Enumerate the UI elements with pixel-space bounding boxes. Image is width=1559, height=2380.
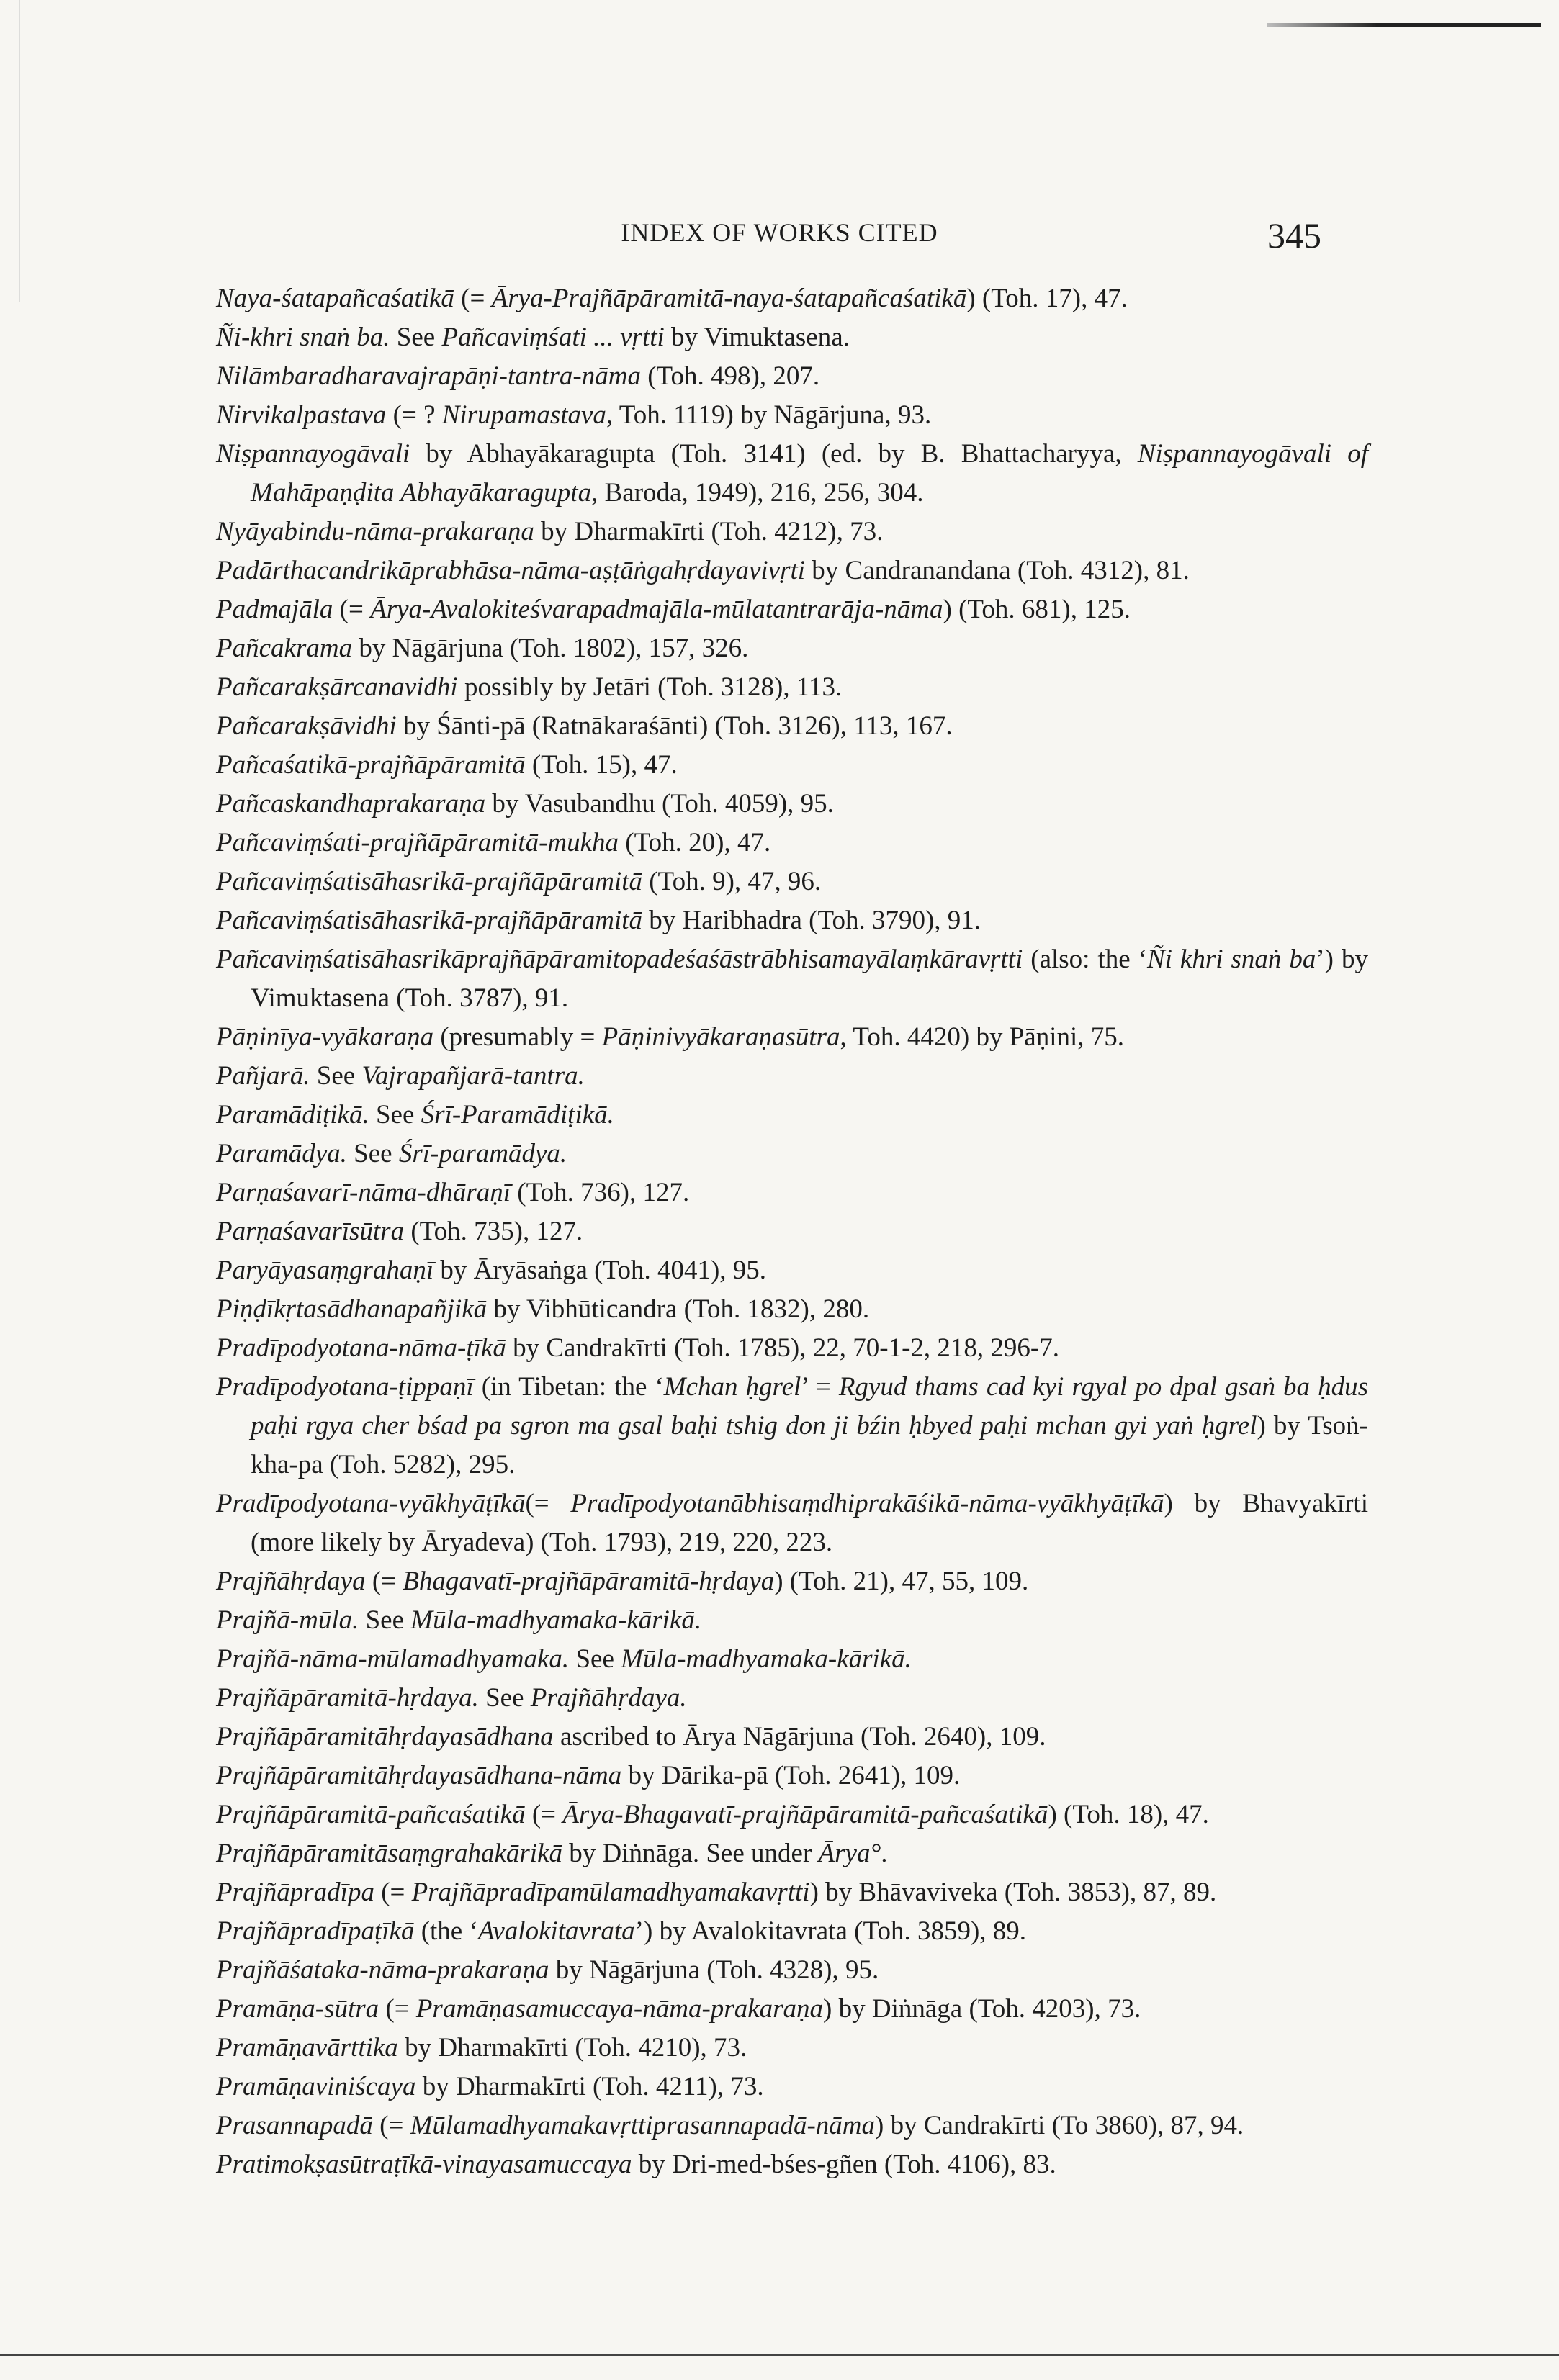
running-header: INDEX OF WORKS CITED xyxy=(621,218,938,247)
index-entry xyxy=(216,1834,1368,1873)
entry-text: by Candranandana (Toh. 4312), 81. xyxy=(805,556,1190,585)
work-title: Pañjarā. xyxy=(216,1061,310,1091)
entry-text: by Candrakīrti (Toh. 1785), 22, 70-1-2, 218, 296-7. xyxy=(506,1333,1059,1363)
work-title: Ārya-Bhagavatī-prajñāpāramitā-pañcaśatikā xyxy=(562,1800,1048,1829)
work-title: Prasannapadā xyxy=(216,2111,373,2140)
work-title: Prajñāpāramitā-hṛdaya. xyxy=(216,1683,479,1713)
entry-text: ’) by Avalokitavrata (Toh. 3859), 89. xyxy=(634,1916,1027,1946)
index-entry xyxy=(216,551,1368,590)
entry-text: (also: the ‘ xyxy=(1023,945,1147,974)
index-entry xyxy=(216,1757,1368,1795)
entry-text: (Toh. 9), 47, 96. xyxy=(642,867,822,896)
entry-text: See xyxy=(359,1605,411,1635)
index-entry xyxy=(216,940,1368,1018)
work-title: Pradīpodyotanābhisaṃdhiprakāśikā-nāma-vyākhyāṭīkā xyxy=(570,1489,1164,1518)
index-entry xyxy=(216,1368,1368,1484)
entry-text: ) by Bhavyakīrti (more likely by Āryadeva) (Toh. 1793), 219, 220, 223. xyxy=(251,1489,1368,1557)
work-title: Prajñāhṛdaya xyxy=(216,1567,366,1596)
page-number: 345 xyxy=(1267,215,1321,256)
entry-text: by Dharmakīrti (Toh. 4211), 73. xyxy=(415,2072,764,2101)
work-title: Piṇḍīkṛtasādhanapañjikā xyxy=(216,1294,488,1324)
entry-text: by Vimuktasena. xyxy=(664,323,850,352)
index-entry xyxy=(216,901,1368,940)
work-title: Prajñāpāramitāsaṃgrahakārikā xyxy=(216,1839,562,1868)
entry-text: (in Tibetan: the ‘ xyxy=(473,1372,664,1402)
entry-text: by Dārika-pā (Toh. 2641), 109. xyxy=(621,1761,961,1790)
entry-text: , Baroda, 1949), 216, 256, 304. xyxy=(591,478,924,508)
entry-text: ’ = xyxy=(801,1372,839,1402)
work-title: Padārthacandrikāprabhāsa-nāma-aṣṭāṅgahṛdayavivṛti xyxy=(216,556,806,585)
index-entry xyxy=(216,1718,1368,1757)
work-title: Paramādiṭikā. xyxy=(216,1100,369,1130)
entry-text: ) (Toh. 21), 47, 55, 109. xyxy=(774,1567,1029,1596)
index-entry xyxy=(216,1173,1368,1212)
index-entry xyxy=(216,1640,1368,1679)
work-title: Ārya-Prajñāpāramitā-naya-śatapañcaśatikā xyxy=(491,284,967,313)
index-entry xyxy=(216,318,1368,357)
index-entry xyxy=(216,1990,1368,2029)
index-entry xyxy=(216,1018,1368,1057)
bottom-scan-edge xyxy=(0,2354,1559,2356)
work-title: Vajrapañjarā-tantra. xyxy=(361,1061,585,1091)
index-entry xyxy=(216,1951,1368,1990)
entry-text: ) (Toh. 681), 125. xyxy=(943,595,1131,624)
entry-text: See xyxy=(478,1683,531,1713)
entry-text: See xyxy=(569,1644,621,1674)
work-title: Pradīpodyotana-vyākhyāṭīkā xyxy=(216,1489,526,1518)
work-title: Nilāmbaradharavajrapāṇi-tantra-nāma xyxy=(216,361,641,391)
work-title: Pañcaskandhaprakaraṇa xyxy=(216,789,486,819)
entry-text: by Āryāsaṅga (Toh. 4041), 95. xyxy=(433,1256,767,1285)
entry-text: ascribed to Ārya Nāgārjuna (Toh. 2640), 109. xyxy=(553,1722,1046,1752)
work-title: Nirvikalpastava xyxy=(216,400,387,430)
work-title: Pañcaviṃśatisāhasrikāprajñāpāramitopadeśaśāstrābhisamayālaṃkāravṛtti xyxy=(216,945,1023,974)
entry-text: by Śānti-pā (Ratnākaraśānti) (Toh. 3126), 113, 167. xyxy=(396,711,953,741)
index-entry xyxy=(216,1679,1368,1718)
work-title: Pañcaviṃśatisāhasrikā-prajñāpāramitā xyxy=(216,867,642,896)
index-entry xyxy=(216,824,1368,862)
work-title: Pañcaviṃśatisāhasrikā-prajñāpāramitā xyxy=(216,906,642,935)
index-entry xyxy=(216,1601,1368,1640)
entry-text: (= ? xyxy=(386,400,442,430)
entry-text: by Nāgārjuna (Toh. 1802), 157, 326. xyxy=(352,634,749,663)
entry-text: ) (Toh. 17), 47. xyxy=(966,284,1128,313)
index-entry xyxy=(216,2145,1368,2184)
work-title: Śrī-paramādya. xyxy=(398,1139,567,1168)
work-title: Prajñāśataka-nāma-prakaraṇa xyxy=(216,1955,549,1985)
index-entry xyxy=(216,1251,1368,1290)
work-title: Niṣpannayogāvali of Mahāpaṇḍita Abhayākaragupta xyxy=(251,439,1368,508)
entry-text: (= xyxy=(365,1567,403,1596)
index-entry xyxy=(216,1212,1368,1251)
entry-text: (Toh. 15), 47. xyxy=(525,750,678,780)
work-title: Nyāyabindu-nāma-prakaraṇa xyxy=(216,517,534,546)
work-title: Pañcaviṃśati ... vṛtti xyxy=(441,323,665,352)
entry-text: ) by Candrakīrti (To 3860), 87, 94. xyxy=(875,2111,1244,2140)
work-title: Prajñāpradīpaṭīkā xyxy=(216,1916,415,1946)
index-entry xyxy=(216,1484,1368,1562)
work-title: Pramāṇaviniścaya xyxy=(216,2072,416,2101)
work-title: Pañcaśatikā-prajñāpāramitā xyxy=(216,750,526,780)
top-rule xyxy=(1267,23,1541,27)
index-entry xyxy=(216,357,1368,396)
entry-text: ) by Diṅnāga (Toh. 4203), 73. xyxy=(823,1994,1141,2024)
entry-text: by Nāgārjuna (Toh. 4328), 95. xyxy=(549,1955,879,1985)
entry-text: , Toh. 1119) by Nāgārjuna, 93. xyxy=(606,400,932,430)
entry-text: by Vasubandhu (Toh. 4059), 95. xyxy=(485,789,834,819)
work-title: Mūlamadhyamakavṛttiprasannapadā-nāma xyxy=(410,2111,875,2140)
index-entry xyxy=(216,1290,1368,1329)
work-title: Pramāṇa-sūtra xyxy=(216,1994,379,2024)
work-title: Prajñā-nāma-mūlamadhyamaka. xyxy=(216,1644,570,1674)
index-entry xyxy=(216,513,1368,551)
index-entry xyxy=(216,435,1368,513)
entry-text: by Diṅnāga. See under xyxy=(562,1839,819,1868)
entry-text: (presumably = xyxy=(433,1022,602,1052)
index-entry xyxy=(216,1912,1368,1951)
entry-text: (= xyxy=(525,1800,563,1829)
entry-text: See xyxy=(369,1100,421,1130)
work-title: Prajñāpāramitā-pañcaśatikā xyxy=(216,1800,526,1829)
index-entry xyxy=(216,785,1368,824)
index-entry xyxy=(216,668,1368,707)
entry-text: ’) by Vimuktasena (Toh. 3787), 91. xyxy=(251,945,1368,1013)
work-title: Pratimokṣasūtraṭīkā-vinayasamuccaya xyxy=(216,2150,632,2179)
work-title: Parṇaśavarīsūtra xyxy=(216,1217,405,1246)
work-title: Śrī-Paramādiṭikā. xyxy=(421,1100,614,1130)
entry-text: (= xyxy=(374,1878,412,1907)
scan-edge-shadow xyxy=(0,0,20,302)
entry-text: by Haribhadra (Toh. 3790), 91. xyxy=(642,906,981,935)
work-title: Pramāṇavārttika xyxy=(216,2033,398,2063)
work-title: Padmajāla xyxy=(216,595,333,624)
work-title: Pañcakrama xyxy=(216,634,353,663)
index-entry xyxy=(216,1873,1368,1912)
work-title: Pāṇinīya-vyākaraṇa xyxy=(216,1022,434,1052)
entry-text: ) (Toh. 18), 47. xyxy=(1048,1800,1209,1829)
work-title: Pramāṇasamuccaya-nāma-prakaraṇa xyxy=(415,1994,824,2024)
entry-text: (the ‘ xyxy=(414,1916,478,1946)
work-title: Nirupamastava xyxy=(441,400,606,430)
entry-text: (= xyxy=(372,2111,410,2140)
work-title: Paryāyasaṃgrahaṇī xyxy=(216,1256,434,1285)
work-title: Prajñāpāramitāhṛdayasādhana-nāma xyxy=(216,1761,622,1790)
work-title: Ñi khri snaṅ ba xyxy=(1146,945,1316,974)
entry-text: . xyxy=(881,1839,888,1868)
entry-text: ) by Bhāvaviveka (Toh. 3853), 87, 89. xyxy=(809,1878,1217,1907)
entry-text: , Toh. 4420) by Pāṇini, 75. xyxy=(840,1022,1125,1052)
entry-text: ) by Tsoṅ-kha-pa (Toh. 5282), 295. xyxy=(251,1411,1369,1479)
entry-text: by Vibhūticandra (Toh. 1832), 280. xyxy=(487,1294,870,1324)
entry-text: See xyxy=(310,1061,362,1091)
work-title: Pradīpodyotana-nāma-ṭīkā xyxy=(216,1333,506,1363)
work-title: Prajñāhṛdaya. xyxy=(530,1683,687,1713)
work-title: Prajñāpradīpamūlamadhyamakavṛtti xyxy=(411,1878,810,1907)
work-title: Prajñāpradīpa xyxy=(216,1878,374,1907)
entry-text: (= xyxy=(379,1994,416,2024)
entry-text: (Toh. 736), 127. xyxy=(511,1178,690,1207)
index-entry xyxy=(216,2068,1368,2106)
index-entry xyxy=(216,590,1368,629)
entry-text: (= xyxy=(454,284,492,313)
work-title: Niṣpannayogāvali xyxy=(216,439,410,469)
index-entry xyxy=(216,1795,1368,1834)
work-title: Pañcaviṃśati-prajñāpāramitā-mukha xyxy=(216,828,619,857)
entry-text: (= xyxy=(525,1489,571,1518)
entry-text: See xyxy=(346,1139,399,1168)
entry-text: by Dri-med-bśes-gñen (Toh. 4106), 83. xyxy=(632,2150,1056,2179)
index-entry xyxy=(216,1135,1368,1173)
work-title: Mūla-madhyamaka-kārikā. xyxy=(410,1605,702,1635)
index-entry xyxy=(216,2106,1368,2145)
work-title: Pāṇinivyākaraṇasūtra xyxy=(601,1022,840,1052)
index-entry xyxy=(216,1057,1368,1096)
work-title: Prajñā-mūla. xyxy=(216,1605,359,1635)
work-title: Pañcarakṣārcanavidhi xyxy=(216,672,458,702)
index-entry-list xyxy=(216,279,1368,2184)
work-title: Pradīpodyotana-ṭippaṇī xyxy=(216,1372,474,1402)
index-entry xyxy=(216,746,1368,785)
work-title: Parṇaśavarī-nāma-dhāraṇī xyxy=(216,1178,511,1207)
index-entry xyxy=(216,279,1368,318)
work-title: Rgyud thams cad kyi rgyal po dpal gsaṅ ba ḥdus paḥi rgya cher bśad pa sgron ma gsal baḥi tshig don ji bźin ḥbyed paḥi mchan gyi yaṅ ḥgrel xyxy=(251,1372,1368,1441)
index-entry xyxy=(216,1562,1368,1601)
work-title: Bhagavatī-prajñāpāramitā-hṛdaya xyxy=(403,1567,775,1596)
work-title: Ārya° xyxy=(818,1839,881,1868)
index-entry xyxy=(216,1329,1368,1368)
work-title: Mchan ḥgrel xyxy=(663,1372,801,1402)
work-title: Mūla-madhyamaka-kārikā. xyxy=(621,1644,912,1674)
index-entry xyxy=(216,396,1368,435)
work-title: Paramādya. xyxy=(216,1139,347,1168)
entry-text: by Abhayākaragupta (Toh. 3141) (ed. by B. Bhattacharyya, xyxy=(410,439,1138,469)
entry-text: See xyxy=(390,323,442,352)
entry-text: (Toh. 20), 47. xyxy=(619,828,771,857)
index-entry xyxy=(216,629,1368,668)
entry-text: (Toh. 498), 207. xyxy=(640,361,820,391)
entry-text: (Toh. 735), 127. xyxy=(404,1217,583,1246)
work-title: Pañcarakṣāvidhi xyxy=(216,711,397,741)
work-title: Prajñāpāramitāhṛdayasādhana xyxy=(216,1722,554,1752)
entry-text: by Dharmakīrti (Toh. 4212), 73. xyxy=(534,517,884,546)
entry-text: (= xyxy=(333,595,371,624)
entry-text: by Dharmakīrti (Toh. 4210), 73. xyxy=(397,2033,747,2063)
entry-text: possibly by Jetāri (Toh. 3128), 113. xyxy=(457,672,843,702)
work-title: Naya-śatapañcaśatikā xyxy=(216,284,454,313)
work-title: Avalokitavrata xyxy=(477,1916,635,1946)
work-title: Ārya-Avalokiteśvarapadmajāla-mūlatantrarāja-nāma xyxy=(370,595,943,624)
work-title: Ñi-khri snaṅ ba. xyxy=(216,323,390,352)
index-entry xyxy=(216,862,1368,901)
index-entry xyxy=(216,707,1368,746)
index-entry xyxy=(216,1096,1368,1135)
index-entry xyxy=(216,2029,1368,2068)
